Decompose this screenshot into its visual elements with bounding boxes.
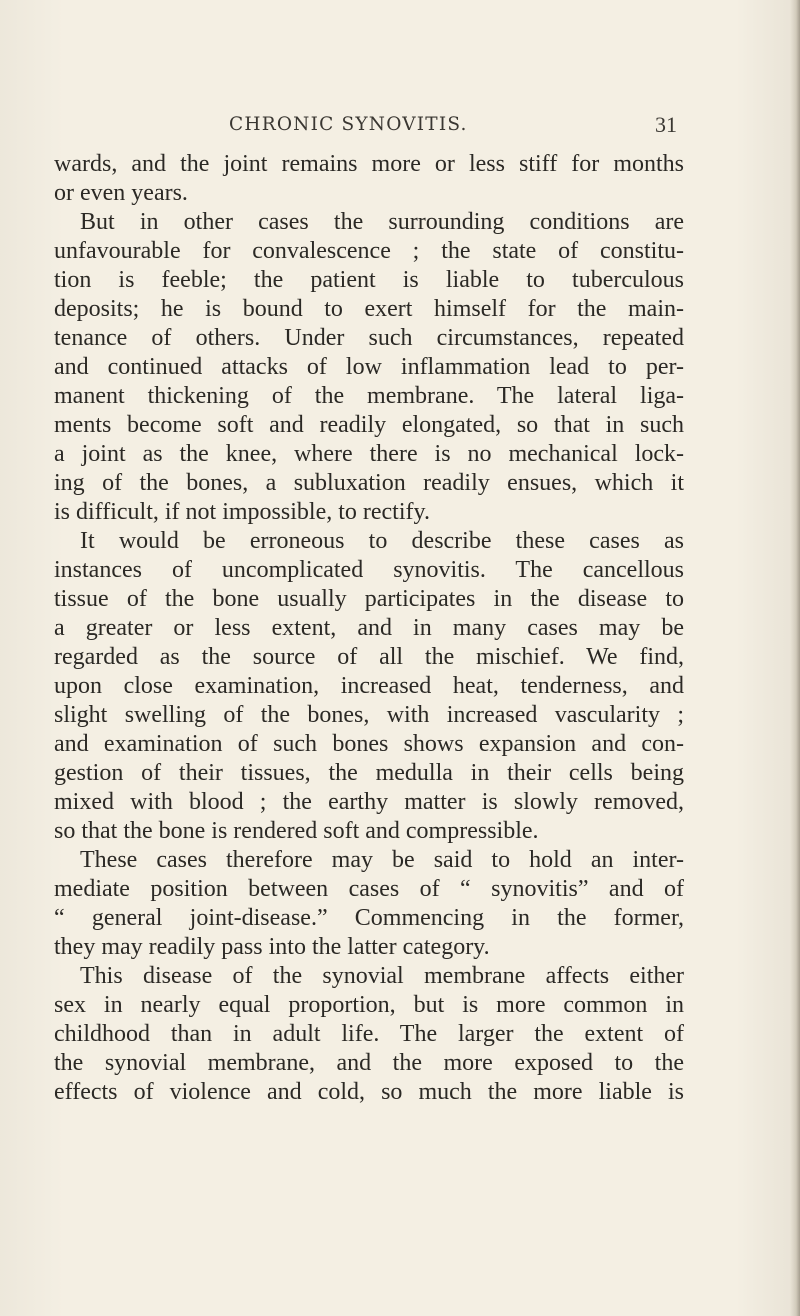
text-line: manent thickening of the membrane. The lateral liga- [54,383,684,409]
text-line: “ general joint-disease.” Commencing in the former, [54,905,684,931]
text-line: wards, and the joint remains more or less stiff for months [54,151,684,177]
text-line: tion is feeble; the patient is liable to tuberculous [54,267,684,293]
text-line: so that the bone is rendered soft and compressible. [54,818,539,844]
text-line: and examination of such bones shows expansion and con- [54,731,684,757]
text-line: sex in nearly equal proportion, but is more common in [54,992,684,1018]
text-line: and continued attacks of low inflammation lead to per- [54,354,684,380]
text-line: instances of uncomplicated synovitis. The cancellous [54,557,684,583]
text-line: But in other cases the surrounding conditions are [80,209,684,235]
text-line: mixed with blood ; the earthy matter is slowly removed, [54,789,684,815]
text-line: upon close examination, increased heat, tenderness, and [54,673,684,699]
text-line: It would be erroneous to describe these cases as [80,528,684,554]
page-number: 31 [655,112,677,137]
text-line: deposits; he is bound to exert himself for the main- [54,296,684,322]
text-line: a greater or less extent, and in many cases may be [54,615,684,641]
text-line: ments become soft and readily elongated, so that in such [54,412,684,438]
text-line: the synovial membrane, and the more exposed to the [54,1050,684,1076]
text-line: is difficult, if not impossible, to rectify. [54,499,430,525]
text-line: they may readily pass into the latter category. [54,934,490,960]
running-head [0,108,800,138]
text-line: gestion of their tissues, the medulla in their cells being [54,760,684,786]
text-line: These cases therefore may be said to hold an inter- [80,847,684,873]
text-line: This disease of the synovial membrane affects either [80,963,684,989]
text-line: childhood than in adult life. The larger the extent of [54,1021,684,1047]
text-line: unfavourable for convalescence ; the state of constitu- [54,238,684,264]
text-line: or even years. [54,180,188,206]
text-line: tenance of others. Under such circumstances, repeated [54,325,684,351]
running-title: CHRONIC SYNOVITIS. [229,114,468,135]
text-line: effects of violence and cold, so much the more liable is [54,1079,684,1105]
text-line: a joint as the knee, where there is no mechanical lock- [54,441,684,467]
body-text [54,150,684,1107]
text-line: ing of the bones, a subluxation readily ensues, which it [54,470,684,496]
text-line: mediate position between cases of “ synovitis” and of [54,876,684,902]
text-line: slight swelling of the bones, with increased vascularity ; [54,702,684,728]
text-line: regarded as the source of all the mischief. We find, [54,644,684,670]
page-edge-shadow [790,0,800,1316]
text-line: tissue of the bone usually participates in the disease to [54,586,684,612]
